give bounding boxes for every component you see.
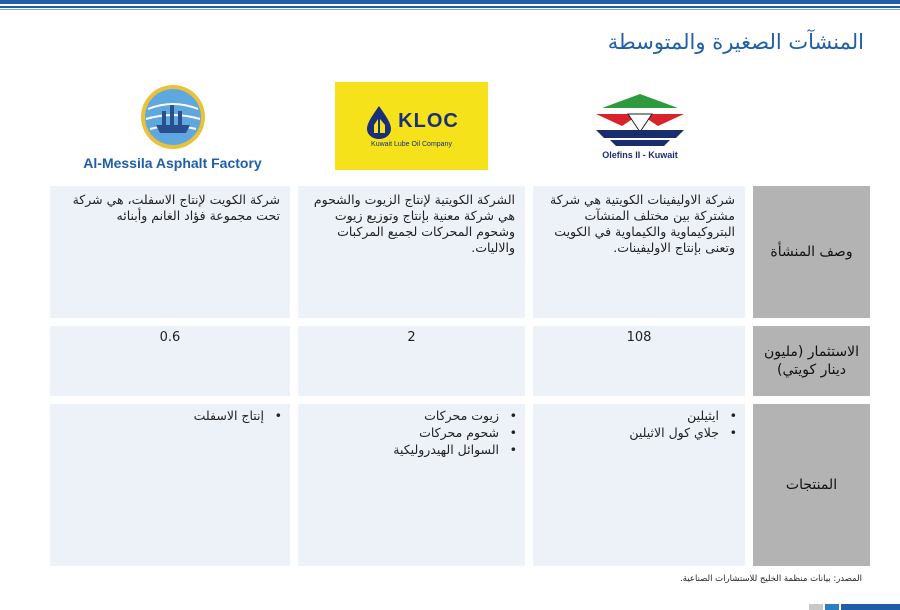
corner-decoration [809,604,823,610]
kloc-logo-subtext: Kuwait Lube Oil Company [371,140,452,148]
list-item: • ايثيلين [533,407,719,424]
kloc-drop-icon [364,105,394,139]
messila-globe-icon [138,81,208,153]
olefins-logo-text: Olefins II - Kuwait [602,150,678,160]
kloc-investment: 2 [298,326,525,396]
messila-logo-text: Al-Messila Asphalt Factory [83,155,262,171]
list-item: • زيوت محركات [298,407,499,424]
row-header-investment: الاستثمار (مليون دينار كويتي) [753,326,870,396]
top-bar-line [0,6,900,8]
olefins-logo [580,74,700,178]
corner-decoration [825,604,839,610]
kloc-products [298,404,525,566]
olefins-description: شركة الاوليفينات الكويتية هي شركة مشتركة بين مختلف المنشآت البتروكيماوية والكيماوية في الكويت وتعنى بإنتاج الاوليفينات. [533,186,745,318]
top-bar-thin-line [0,9,900,10]
olefins-emblem-icon [592,92,688,148]
list-item: • إنتاج الاسفلت [50,407,264,424]
list-item: • شحوم محركات [298,424,499,441]
row-header-description: وصف المنشأة [753,186,870,318]
kloc-logo-text: KLOC [398,110,459,132]
top-bar [0,0,900,4]
messila-logo [70,74,275,178]
list-item: • السوائل الهيدروليكية [298,441,499,458]
messila-description: شركة الكويت لإنتاج الاسفلت، هي شركة تحت مجموعة فؤاد الغانم وأبنائه [50,186,290,318]
kloc-logo [335,74,488,178]
messila-products [50,404,290,566]
olefins-investment: 108 [533,326,745,396]
olefins-products [533,404,745,566]
source-note: المصدر: بيانات منظمة الخليج للاستشارات الصناعية. [680,574,862,584]
page-title: المنشآت الصغيرة والمتوسطة [607,30,864,54]
messila-investment: 0.6 [50,326,290,396]
list-item: • جلاي كول الاثيلين [533,424,719,441]
row-header-products: المنتجات [753,404,870,566]
kloc-description: الشركة الكويتية لإنتاج الزيوت والشحوم هي شركة معنية بإنتاج وتوزيع زيوت وشحوم المحركات لجميع المركبات والاليات. [298,186,525,318]
corner-decoration [841,604,900,610]
